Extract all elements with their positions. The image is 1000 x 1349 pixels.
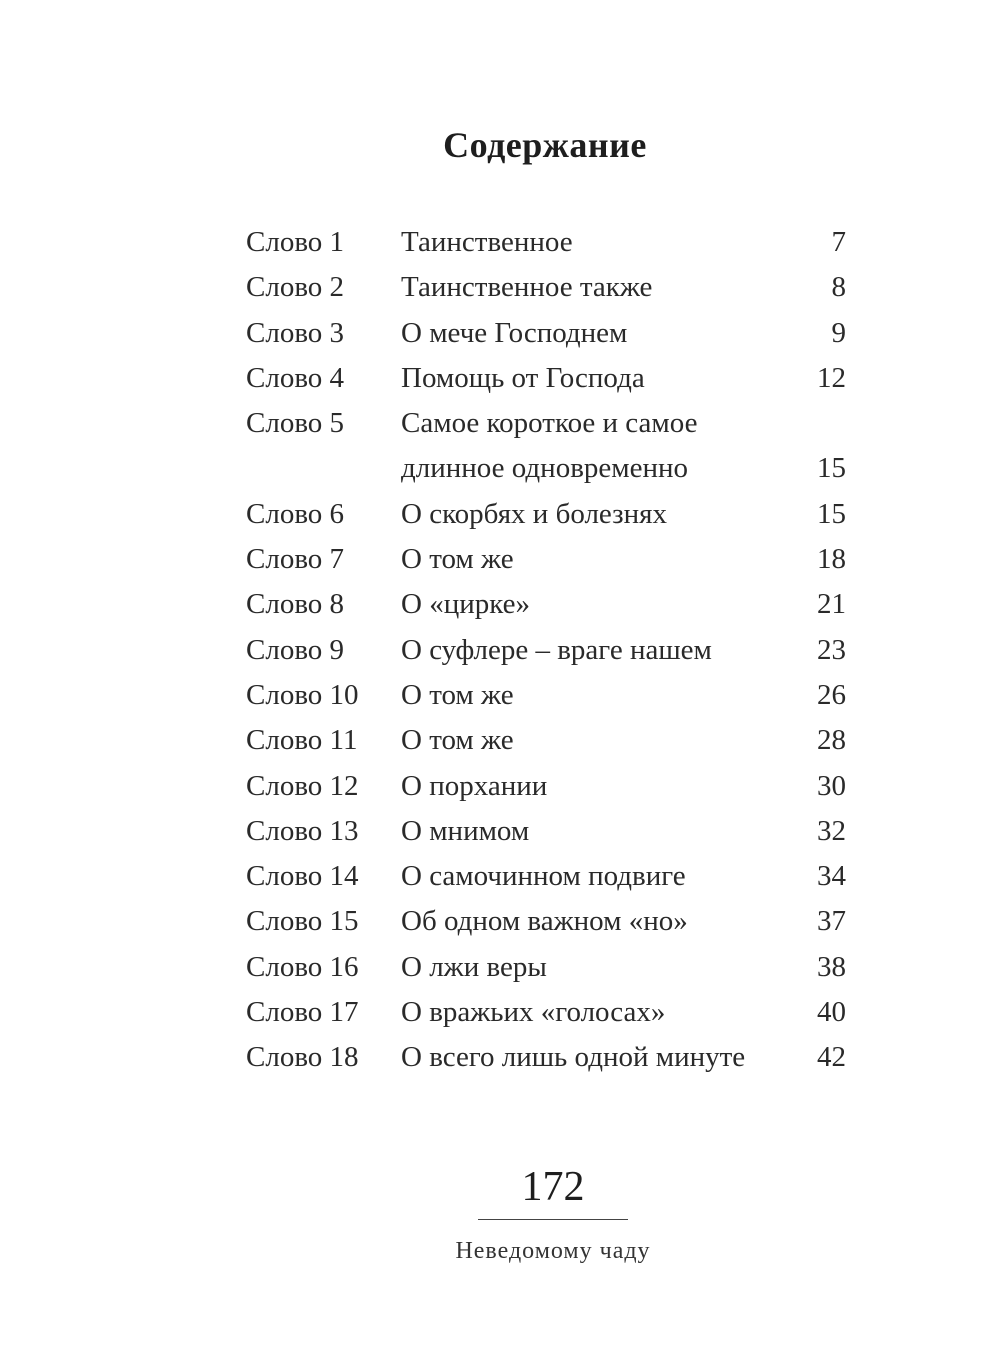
toc-entry-label: Слово 4	[246, 361, 345, 394]
toc-entry-label: Слово 13	[246, 814, 359, 847]
toc-entry-label: Слово 6	[246, 497, 345, 530]
toc-entry-title: О вражьих «голосах»	[401, 996, 666, 1029]
toc-entry-title: Таинственное также	[401, 271, 653, 304]
toc-row	[246, 945, 846, 990]
toc-entry-page: 38	[817, 950, 846, 983]
toc-entry-label: Слово 3	[246, 316, 345, 349]
toc-row-continuation	[246, 446, 846, 491]
toc-row	[246, 311, 846, 356]
toc-row	[246, 628, 846, 673]
toc-entry-title: О мнимом	[401, 814, 530, 847]
toc-row	[246, 537, 846, 582]
toc-entry-page: 23	[817, 633, 846, 666]
toc-entry-page: 15	[817, 452, 846, 485]
toc-entry-label: Слово 9	[246, 633, 345, 666]
toc-entry-page: 7	[831, 226, 846, 258]
toc-entry-title: длинное одновременно	[401, 452, 689, 485]
footer-divider	[478, 1219, 628, 1220]
toc-row	[246, 220, 846, 265]
toc-row	[246, 764, 846, 809]
toc-entry-page: 30	[817, 769, 846, 802]
toc-entry-title: О лжи веры	[401, 950, 547, 983]
toc-entry-title: Об одном важном «но»	[401, 905, 688, 938]
toc-entry-page: 32	[817, 814, 846, 847]
page-title: Содержание	[443, 125, 647, 165]
toc-row	[246, 401, 846, 446]
toc-entry-page: 18	[817, 543, 846, 576]
toc-row	[246, 356, 846, 401]
toc-entry-page: 21	[817, 588, 846, 621]
toc-entry-page: 42	[817, 1041, 846, 1074]
toc-row	[246, 854, 846, 899]
toc-entry-page: 28	[817, 724, 846, 757]
toc-entry-page: 12	[817, 361, 846, 394]
running-footer-title: Неведомому чаду	[455, 1238, 651, 1264]
toc-row	[246, 990, 846, 1035]
page-number: 172	[521, 1164, 585, 1210]
toc-entry-label: Слово 14	[246, 860, 359, 893]
toc-entry-label: Слово 11	[246, 724, 358, 757]
toc-entry-page: 37	[817, 905, 846, 938]
toc-entry-page: 9	[831, 316, 846, 349]
toc-entry-page: 40	[817, 996, 846, 1029]
toc-entry-page: 8	[831, 271, 846, 304]
toc-entry-page: 26	[817, 678, 846, 711]
toc-entry-label: Слово 1	[246, 226, 345, 258]
toc-entry-label: Слово 8	[246, 588, 345, 621]
toc-row	[246, 718, 846, 763]
toc-row	[246, 673, 846, 718]
table-of-contents	[246, 220, 846, 1081]
toc-row	[246, 265, 846, 310]
toc-entry-title: О том же	[401, 724, 514, 757]
toc-entry-title: О скорбях и болезнях	[401, 497, 667, 530]
toc-entry-label: Слово 12	[246, 769, 359, 802]
toc-entry-page: 34	[817, 860, 846, 893]
toc-row	[246, 1035, 846, 1080]
toc-row	[246, 492, 846, 537]
toc-entry-title: Самое короткое и самое	[401, 407, 698, 440]
toc-entry-label: Слово 10	[246, 678, 359, 711]
toc-entry-title: О «цирке»	[401, 588, 530, 621]
toc-entry-title: О том же	[401, 543, 514, 576]
toc-row	[246, 582, 846, 627]
toc-entry-title: Помощь от Господа	[401, 361, 645, 394]
toc-entry-page: 15	[817, 497, 846, 530]
toc-entry-label: Слово 2	[246, 271, 345, 304]
toc-entry-label: Слово 18	[246, 1041, 359, 1074]
toc-entry-label: Слово 16	[246, 950, 359, 983]
toc-entry-title: О мече Господнем	[401, 316, 628, 349]
toc-entry-title: О суфлере – враге нашем	[401, 633, 712, 666]
toc-entry-title: О том же	[401, 678, 514, 711]
toc-entry-label: Слово 5	[246, 407, 345, 440]
toc-row	[246, 809, 846, 854]
toc-entry-title: О порхании	[401, 769, 548, 802]
toc-entry-label: Слово 7	[246, 543, 345, 576]
toc-entry-label: Слово 15	[246, 905, 359, 938]
toc-entry-title: О всего лишь одной минуте	[401, 1041, 746, 1074]
toc-entry-label: Слово 17	[246, 996, 359, 1029]
toc-entry-title: Таинственное	[401, 226, 573, 258]
toc-entry-title: О самочинном подвиге	[401, 860, 686, 893]
toc-row	[246, 899, 846, 944]
